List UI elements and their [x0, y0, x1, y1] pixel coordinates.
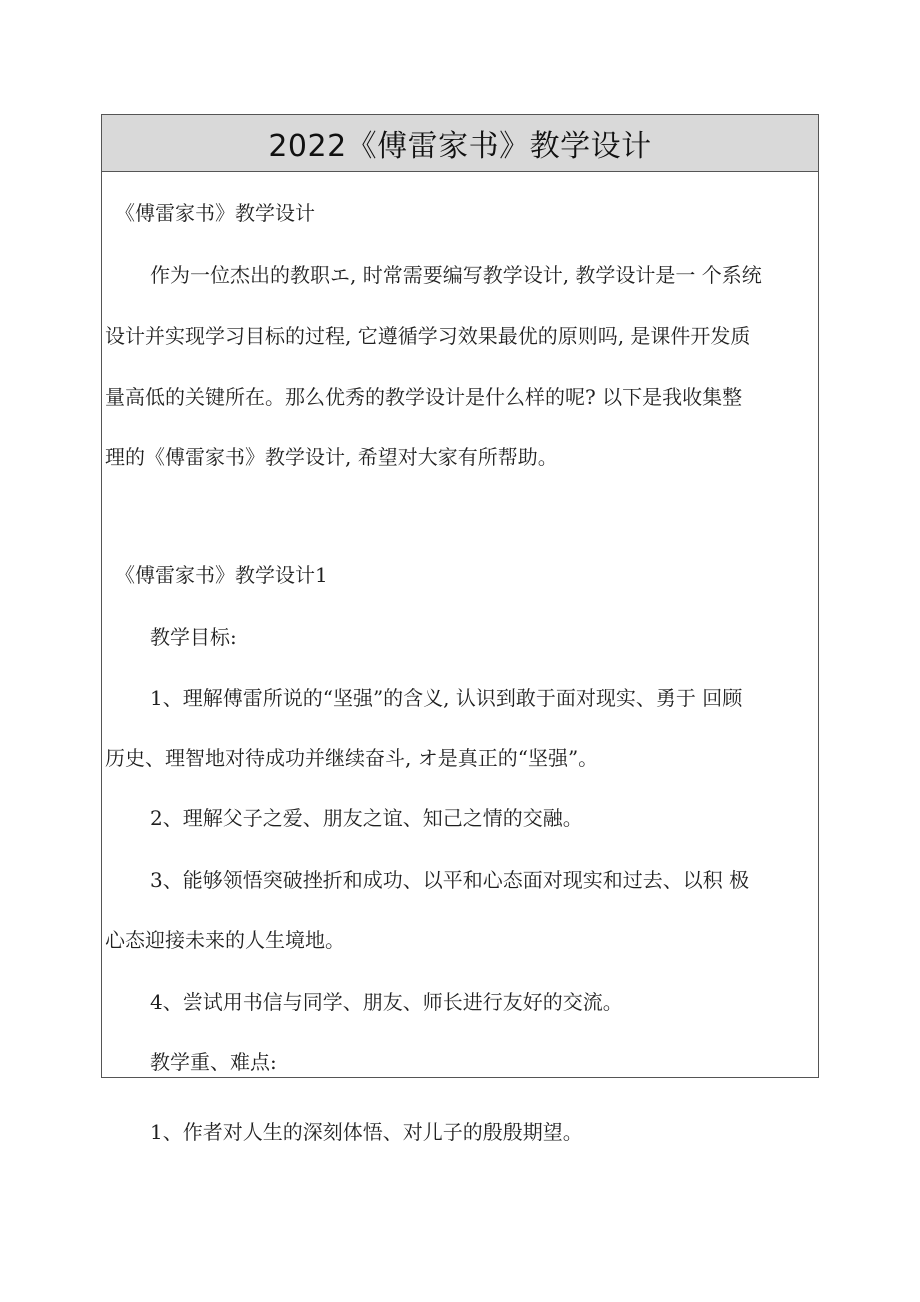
paragraph-line: 理的《傅雷家书》教学设计, 希望对大家有所帮助。	[105, 445, 558, 469]
section-subheading: 教学重、难点:	[150, 1050, 277, 1074]
paragraph-line: 设计并实现学习目标的过程, 它遵循学习效果最优的原则吗, 是课件开发质	[105, 324, 751, 348]
list-item-continuation: 历史、理智地对待成功并继续奋斗, オ是真正的“坚强”。	[105, 746, 599, 770]
document-title: 2022《傅雷家书》教学设计	[268, 129, 652, 164]
title-band	[102, 115, 818, 172]
section-heading: 《傅雷家书》教学设计1	[115, 563, 328, 587]
list-item: 3、能够领悟突破挫折和成功、以平和心态面对现实和过去、以积 极	[150, 868, 750, 892]
paragraph-line: 作为一位杰出的教职エ, 时常需要编写教学设计, 教学设计是一 个系统	[150, 263, 762, 287]
subtitle-line: 《傅雷家书》教学设计	[115, 201, 315, 225]
list-item: 1、作者对人生的深刻体悟、对儿子的殷殷期望。	[150, 1120, 583, 1144]
list-item: 1、理解傅雷所说的“坚强”的含义, 认识到敢于面对现实、勇于 回顾	[150, 686, 743, 710]
list-item: 4、尝试用书信与同学、朋友、师长进行友好的交流。	[150, 990, 623, 1014]
section-subheading: 教学目标:	[150, 625, 237, 649]
list-item: 2、理解父子之爱、朋友之谊、知己之情的交融。	[150, 806, 583, 830]
list-item-continuation: 心态迎接未来的人生境地。	[105, 928, 345, 952]
paragraph-line: 量高低的关键所在。那么优秀的教学设计是什么样的呢? 以下是我收集整	[105, 385, 743, 409]
